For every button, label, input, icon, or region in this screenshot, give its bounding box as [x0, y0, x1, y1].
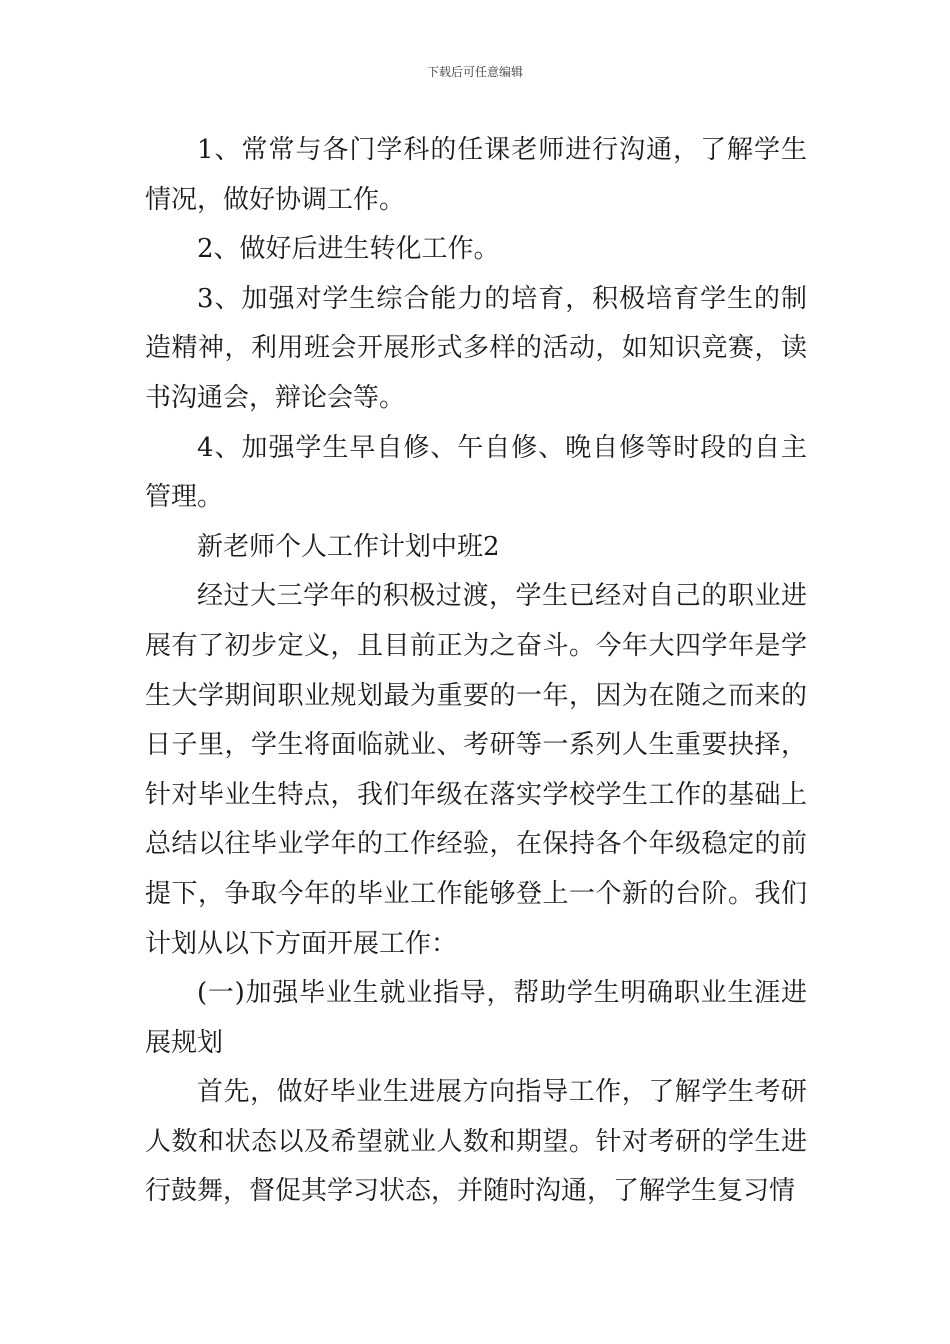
document-body: [145, 126, 807, 1217]
page-header: 下载后可任意编辑: [426, 65, 523, 79]
subsection-heading: (一)加强毕业生就业指导，帮助学生明确职业生涯进展规划: [145, 978, 807, 1058]
paragraph-intro: 经过大三学年的积极过渡，学生已经对自己的职业进展有了初步定义，且目前正为之奋斗。今年大四学年是学生大学期间职业规划最为重要的一年，因为在随之而来的日子里，学生将面临就业、考研等一系列人生重要抉择，针对毕业生特点，我们年级在落实学校学生工作的基础上总结以往毕业学年的工作经验，在保持各个年级稳定的前提下，争取今年的毕业工作能够登上一个新的台阶。我们计划从以下方面开展工作：: [145, 581, 807, 959]
paragraph-item-2: 2、做好后进生转化工作。: [197, 234, 500, 265]
paragraph-item-3: 3、加强对学生综合能力的培育，积极培育学生的制造精神，利用班会开展形式多样的活动，如知识竞赛，读书沟通会，辩论会等。: [145, 283, 807, 413]
paragraph-item-1: 1、常常与各门学科的任课老师进行沟通，了解学生情况，做好协调工作。: [145, 135, 807, 215]
paragraph-item-4: 4、加强学生早自修、午自修、晚自修等时段的自主管理。: [145, 432, 807, 513]
section-heading: 新老师个人工作计划中班2: [197, 531, 500, 562]
paragraph-guidance: 首先，做好毕业生进展方向指导工作，了解学生考研人数和状态以及希望就业人数和期望。针对考研的学生进行鼓舞，督促其学习状态，并随时沟通，了解学生复习情: [145, 1077, 807, 1207]
